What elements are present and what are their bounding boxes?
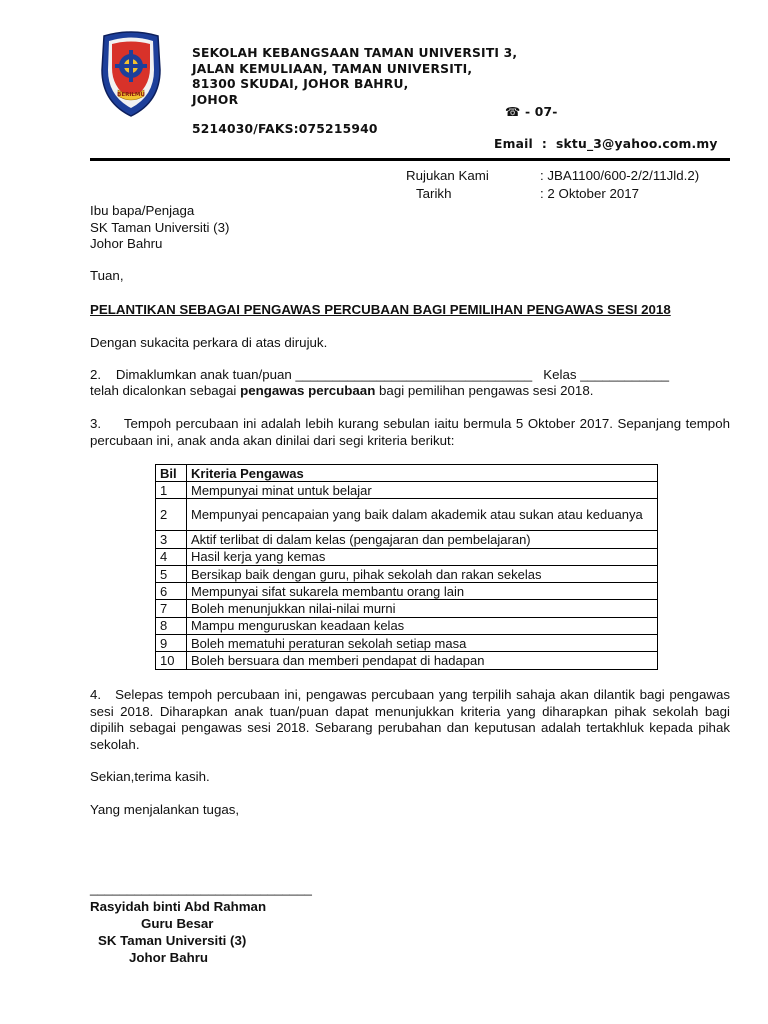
table-row <box>156 499 658 531</box>
intro-paragraph: Dengan sukacita perkara di atas dirujuk. <box>90 335 328 350</box>
table-cell-text: Mempunyai pencapaian yang baik dalam akademik atau sukan atau keduanya <box>187 499 658 531</box>
email-label: Email <box>494 137 533 151</box>
signature-line: ______________________________ <box>90 881 312 896</box>
reference-label: Rujukan Kami <box>406 168 489 183</box>
class-blank: ____________ <box>580 367 669 382</box>
table-cell-num: 2 <box>156 499 187 531</box>
paragraph-number: 4. <box>90 687 102 702</box>
table-row <box>156 565 658 582</box>
paragraph-number: 3. <box>90 416 102 431</box>
paragraph-2-line2 <box>90 383 593 398</box>
paragraph-2-post: bagi pemilihan pengawas sesi 2018. <box>379 383 594 398</box>
signatory-school: SK Taman Universiti (3) <box>98 933 247 948</box>
table-cell-text: Mempunyai minat untuk belajar <box>187 482 658 499</box>
salutation: Tuan, <box>90 268 124 283</box>
email-line <box>494 137 718 153</box>
table-cell-text: Hasil kerja yang kemas <box>187 548 658 565</box>
letter-subject: PELANTIKAN SEBAGAI PENGAWAS PERCUBAAN BAGI PEMILIHAN PENGAWAS SESI 2018 <box>90 302 671 317</box>
phone-fax: 5214030/FAKS:075215940 <box>192 122 378 136</box>
paragraph-3 <box>90 416 730 449</box>
paragraph-number: 2. <box>90 367 102 382</box>
table-cell-num: 3 <box>156 531 187 548</box>
table-row <box>156 635 658 652</box>
paragraph-3-text: Tempoh percubaan ini adalah lebih kurang sebulan iaitu bermula 5 Oktober 2017. Sepanjang tempoh percubaan ini, anak anda akan dinilai dari segi kriteria berikut: <box>90 416 730 448</box>
student-name-blank: ________________________________ <box>295 367 533 382</box>
recipient-line: Johor Bahru <box>90 236 163 251</box>
table-header: Kriteria Pengawas <box>187 465 658 482</box>
paragraph-4-text: Selepas tempoh percubaan ini, pengawas percubaan yang terpilih sahaja akan dilantik bagi pengawas sesi 2018. Diharapkan anak tuan/puan dapat menunjukkan kriteria yang diharapkan pihak sekolah bagi dipilih sebagai pengawas sesi 2018. Sebarang perubahan dan keputusan adalah tertakhluk kepada pihak sekolah. <box>90 687 730 752</box>
table-row <box>156 600 658 617</box>
table-row <box>156 652 658 669</box>
crest-motto: BERILMU <box>117 92 145 98</box>
table-cell-num: 7 <box>156 600 187 617</box>
address-line: SEKOLAH KEBANGSAAN TAMAN UNIVERSITI 3, <box>192 46 518 60</box>
paragraph-2-bold: pengawas percubaan <box>240 383 376 398</box>
email-separator: : <box>541 137 548 151</box>
letterhead-divider <box>90 158 730 161</box>
phone-label: ☎ - 07- <box>505 105 558 119</box>
letterhead-address <box>192 46 517 108</box>
table-cell-text: Bersikap baik dengan guru, pihak sekolah dan rakan sekelas <box>187 565 658 582</box>
recipient-address <box>90 203 229 253</box>
table-row <box>156 548 658 565</box>
address-line: JALAN KEMULIAAN, TAMAN UNIVERSITI, <box>192 61 473 76</box>
table-cell-text: Mempunyai sifat sukarela membantu orang lain <box>187 583 658 600</box>
date-value: : 2 Oktober 2017 <box>540 186 640 201</box>
table-row <box>156 531 658 548</box>
table-cell-num: 1 <box>156 482 187 499</box>
class-label: Kelas <box>543 367 577 382</box>
address-line: JOHOR <box>192 92 239 107</box>
signatory-title: Guru Besar <box>141 916 214 931</box>
signatory-name: Rasyidah binti Abd Rahman <box>90 899 267 914</box>
email-address: sktu_3@yahoo.com.my <box>556 137 718 151</box>
closing-thanks: Sekian,terima kasih. <box>90 769 210 784</box>
table-cell-text: Boleh menunjukkan nilai-nilai murni <box>187 600 658 617</box>
table-row <box>156 482 658 499</box>
table-cell-num: 9 <box>156 635 187 652</box>
table-header-row <box>156 465 658 482</box>
table-cell-num: 8 <box>156 617 187 634</box>
table-row <box>156 617 658 634</box>
paragraph-2-pre: telah dicalonkan sebagai <box>90 383 237 398</box>
closing-duty: Yang menjalankan tugas, <box>90 802 240 817</box>
table-cell-text: Aktif terlibat di dalam kelas (pengajaran dan pembelajaran) <box>187 531 658 548</box>
table-cell-num: 6 <box>156 583 187 600</box>
table-cell-num: 5 <box>156 565 187 582</box>
table-cell-text: Mampu menguruskan keadaan kelas <box>187 617 658 634</box>
criteria-table <box>155 464 658 670</box>
address-line: 81300 SKUDAI, JOHOR BAHRU, <box>192 77 409 91</box>
paragraph-2-line1 <box>90 367 669 382</box>
paragraph-2-text: Dimaklumkan anak tuan/puan <box>115 367 292 382</box>
paragraph-4 <box>90 687 730 753</box>
signatory-city: Johor Bahru <box>129 950 209 965</box>
table-cell-num: 4 <box>156 548 187 565</box>
recipient-line: Ibu bapa/Penjaga <box>90 203 195 218</box>
table-cell-num: 10 <box>156 652 187 669</box>
table-cell-text: Boleh bersuara dan memberi pendapat di hadapan <box>187 652 658 669</box>
recipient-line: SK Taman Universiti (3) <box>90 219 230 235</box>
reference-value: : JBA1100/600-2/2/11Jld.2) <box>540 168 700 183</box>
table-cell-text: Boleh mematuhi peraturan sekolah setiap masa <box>187 635 658 652</box>
table-header: Bil <box>156 465 187 482</box>
date-label: Tarikh <box>416 186 452 201</box>
table-row <box>156 583 658 600</box>
school-crest-logo <box>98 30 164 120</box>
